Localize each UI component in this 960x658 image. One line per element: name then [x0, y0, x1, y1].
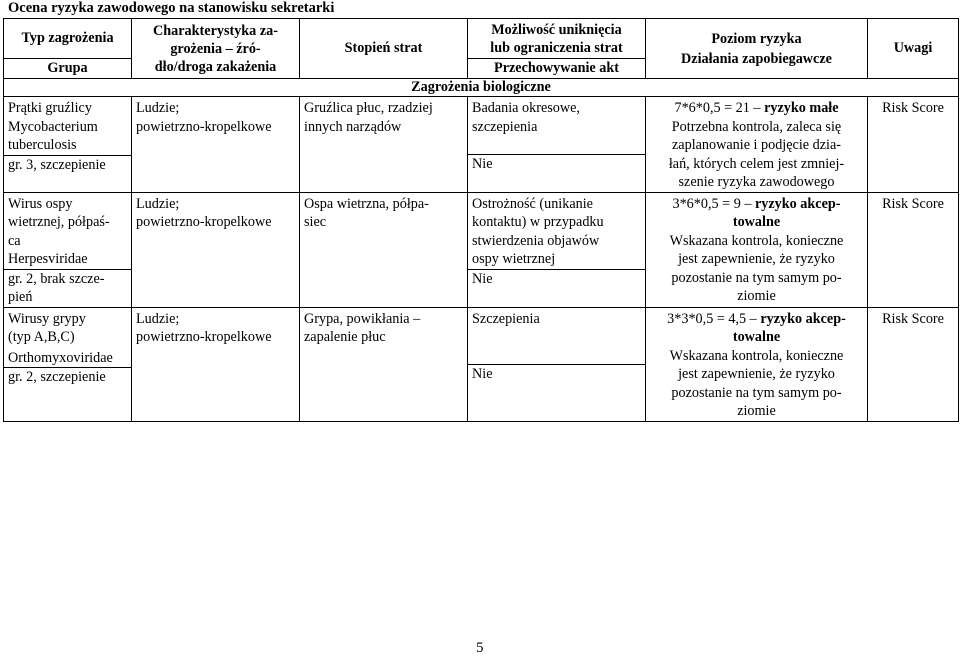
avoidance-line: Ostrożność (unikanie: [472, 195, 593, 212]
action-line: Wskazana kontrola, konieczne: [669, 347, 844, 364]
hazard-group: gr. 2, szczepienie: [8, 369, 106, 385]
notes-cell: [868, 192, 959, 307]
header-loss-degree: Stopień strat: [300, 19, 468, 79]
risk-level-continued: towalne: [732, 329, 781, 345]
header-preventive-actions: Działania zapobiegawcze: [681, 50, 832, 67]
source-line: Ludzie;: [136, 100, 180, 116]
action-line: szenie ryzyka zawodowego: [678, 174, 835, 190]
avoidance-line: Szczepienia: [472, 310, 540, 327]
action-line: jest zapewnienie, że ryzyko: [678, 251, 835, 267]
hazard-type-cell: [4, 97, 132, 193]
header-characteristics-line-3: dło/droga zakażenia: [154, 58, 277, 75]
risk-cell: [646, 307, 868, 421]
risk-score-note: Risk Score: [882, 195, 944, 212]
loss-line: Ospa wietrzna, półpa-: [304, 195, 429, 212]
header-characteristics: [132, 19, 300, 79]
hazard-type-line: Wirusy grypy: [8, 310, 86, 327]
source-cell: [132, 97, 300, 193]
header-characteristics-line-1: Charakterystyka za-: [153, 22, 278, 39]
action-line: Wskazana kontrola, konieczne: [669, 232, 844, 249]
action-line: Potrzebna kontrola, zaleca się: [671, 118, 842, 135]
section-biological-hazards: Zagrożenia biologiczne: [4, 79, 959, 97]
avoidance-line: Badania okresowe,: [472, 100, 580, 116]
avoidance-cell: [468, 192, 646, 307]
header-group: Grupa: [4, 59, 132, 79]
risk-cell: [646, 97, 868, 193]
loss-cell: [300, 192, 468, 307]
risk-level: ryzyko akcep-: [760, 310, 846, 327]
risk-score-line: [650, 195, 863, 214]
risk-cell: [646, 192, 868, 307]
table-row: [4, 307, 959, 421]
source-line: Ludzie;: [136, 195, 180, 212]
action-line: łań, których celem jest zmniej-: [668, 155, 845, 172]
risk-level: ryzyko akcep-: [754, 195, 841, 212]
header-risk-level: Poziom ryzyka: [711, 30, 802, 47]
notes-cell: [868, 97, 959, 193]
hazard-type-line: ca: [8, 232, 21, 249]
header-hazard-type: Typ zagrożenia: [4, 19, 132, 59]
hazard-type-line: Wirus ospy: [8, 195, 73, 212]
loss-cell: [300, 97, 468, 193]
hazard-group: gr. 3, szczepienie: [8, 156, 106, 173]
action-line: jest zapewnienie, że ryzyko: [678, 366, 835, 382]
avoidance-line: kontaktu) w przypadku: [472, 214, 604, 230]
loss-line: Grypa, powikłania –: [304, 310, 421, 327]
loss-line: Gruźlica płuc, rzadziej: [304, 100, 433, 116]
risk-level-continued: towalne: [732, 214, 781, 230]
action-line: pozostanie na tym samym po-: [671, 269, 842, 286]
hazard-type-line: Herpesviridae: [8, 251, 88, 267]
hazard-type-line: tuberculosis: [8, 137, 77, 153]
page-number: 5: [476, 640, 484, 656]
table-row: [4, 192, 959, 307]
hazard-type-line: (typ A,B,C): [8, 329, 75, 345]
hazard-type-cell: [4, 307, 132, 421]
source-cell: [132, 192, 300, 307]
loss-cell: [300, 307, 468, 421]
document-title: Ocena ryzyka zawodowego na stanowisku sekretarki: [8, 0, 335, 16]
storage-value: Nie: [472, 270, 493, 287]
risk-calculation: 3*3*0,5 = 4,5 –: [667, 310, 761, 327]
header-avoidance-line-1: Możliwość uniknięcia: [491, 21, 622, 38]
avoidance-line: szczepienia: [472, 118, 538, 135]
source-cell: [132, 307, 300, 421]
table-row: [4, 97, 959, 193]
header-avoidance: [468, 19, 646, 59]
risk-score-note: Risk Score: [882, 100, 944, 116]
avoidance-line: stwierdzenia objawów: [472, 232, 600, 249]
header-risk: [646, 19, 868, 79]
notes-cell: [868, 307, 959, 421]
header-characteristics-line-2: grożenia – źró-: [170, 40, 261, 57]
avoidance-cell: [468, 307, 646, 421]
hazard-type-line: wietrznej, półpaś-: [8, 214, 110, 230]
hazard-type-cell: [4, 192, 132, 307]
header-avoidance-line-2: lub ograniczenia strat: [490, 39, 623, 56]
action-line: zaplanowanie i podjęcie dzia-: [672, 137, 841, 153]
risk-level: ryzyko małe: [764, 100, 839, 116]
risk-score-line: [650, 99, 863, 118]
storage-value: Nie: [472, 156, 493, 172]
action-line: pozostanie na tym samym po-: [671, 384, 842, 401]
loss-line: innych narządów: [304, 118, 402, 135]
loss-line: siec: [304, 214, 327, 230]
hazard-group: pień: [8, 289, 33, 305]
action-line: ziomie: [737, 403, 776, 419]
action-line: ziomie: [737, 288, 776, 304]
source-line: powietrzno-kropelkowe: [136, 118, 272, 135]
hazard-type-line: Prątki gruźlicy: [8, 100, 92, 116]
hazard-type-line: Mycobacterium: [8, 118, 98, 135]
risk-assessment-table: [3, 18, 959, 422]
source-line: powietrzno-kropelkowe: [136, 214, 272, 230]
risk-calculation: 3*6*0,5 = 9 –: [672, 195, 755, 212]
loss-line: zapalenie płuc: [304, 329, 386, 345]
header-storage: Przechowywanie akt: [468, 59, 646, 79]
hazard-group: gr. 2, brak szcze-: [8, 270, 105, 287]
risk-score-line: [650, 310, 863, 329]
risk-score-note: Risk Score: [882, 310, 944, 327]
risk-calculation: 7*6*0,5 = 21 –: [674, 100, 765, 116]
avoidance-line: ospy wietrznej: [472, 251, 556, 267]
header-notes: Uwagi: [868, 19, 959, 79]
source-line: Ludzie;: [136, 310, 180, 327]
source-line: powietrzno-kropelkowe: [136, 329, 272, 345]
avoidance-cell: [468, 97, 646, 193]
hazard-type-line: Orthomyxoviridae: [8, 349, 113, 366]
storage-value: Nie: [472, 366, 493, 382]
